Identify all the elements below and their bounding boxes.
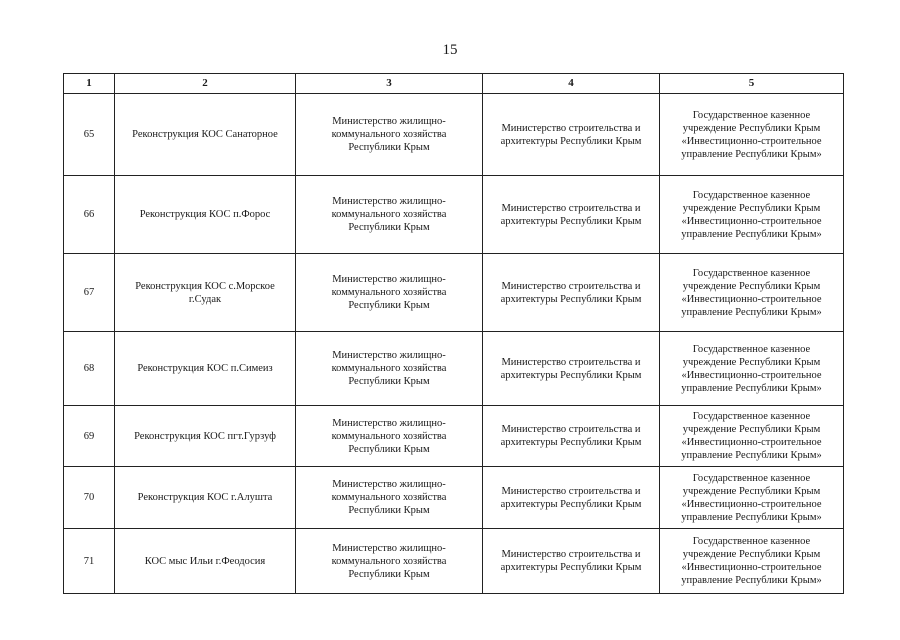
executor-cell: Государственное казенное учреждение Республики Крым «Инвестиционно-строительное управление Республики Крым» [660,467,844,529]
table-row [64,254,844,332]
table-row [64,332,844,406]
row-number: 69 [64,406,115,467]
developer-cell: Министерство строительства и архитектуры Республики Крым [483,176,660,254]
developer-cell: Министерство строительства и архитектуры Республики Крым [483,529,660,594]
developer-cell: Министерство строительства и архитектуры Республики Крым [483,254,660,332]
customer-cell: Министерство жилищно- коммунального хозяйства Республики Крым [296,94,483,176]
column-header-1: 1 [64,74,115,94]
customer-cell: Министерство жилищно- коммунального хозяйства Республики Крым [296,254,483,332]
object-name: Реконструкция КОС пгт.Гурзуф [115,406,296,467]
customer-cell: Министерство жилищно- коммунального хозяйства Республики Крым [296,529,483,594]
row-number: 71 [64,529,115,594]
developer-cell: Министерство строительства и архитектуры Республики Крым [483,94,660,176]
customer-cell: Министерство жилищно- коммунального хозяйства Республики Крым [296,406,483,467]
column-header-5: 5 [660,74,844,94]
row-number: 65 [64,94,115,176]
row-number: 68 [64,332,115,406]
table-row [64,94,844,176]
developer-cell: Министерство строительства и архитектуры Республики Крым [483,406,660,467]
column-header-2: 2 [115,74,296,94]
customer-cell: Министерство жилищно- коммунального хозяйства Республики Крым [296,176,483,254]
developer-cell: Министерство строительства и архитектуры Республики Крым [483,467,660,529]
table-row [64,176,844,254]
executor-cell: Государственное казенное учреждение Республики Крым «Инвестиционно-строительное управление Республики Крым» [660,254,844,332]
column-header-3: 3 [296,74,483,94]
row-number: 70 [64,467,115,529]
executor-cell: Государственное казенное учреждение Республики Крым «Инвестиционно-строительное управление Республики Крым» [660,529,844,594]
row-number: 67 [64,254,115,332]
executor-cell: Государственное казенное учреждение Республики Крым «Инвестиционно-строительное управление Республики Крым» [660,332,844,406]
executor-cell: Государственное казенное учреждение Республики Крым «Инвестиционно-строительное управление Республики Крым» [660,406,844,467]
page-number: 15 [442,42,458,58]
developer-cell: Министерство строительства и архитектуры Республики Крым [483,332,660,406]
object-name: Реконструкция КОС г.Алушта [115,467,296,529]
object-name: Реконструкция КОС с.Морское г.Судак [115,254,296,332]
customer-cell: Министерство жилищно- коммунального хозяйства Республики Крым [296,332,483,406]
table-row [64,529,844,594]
table-row [64,467,844,529]
column-header-4: 4 [483,74,660,94]
object-name: Реконструкция КОС п.Форос [115,176,296,254]
customer-cell: Министерство жилищно- коммунального хозяйства Республики Крым [296,467,483,529]
table-header-row [64,74,844,94]
object-name: КОС мыс Ильи г.Феодосия [115,529,296,594]
executor-cell: Государственное казенное учреждение Республики Крым «Инвестиционно-строительное управление Республики Крым» [660,94,844,176]
executor-cell: Государственное казенное учреждение Республики Крым «Инвестиционно-строительное управление Республики Крым» [660,176,844,254]
document-table [63,73,844,594]
row-number: 66 [64,176,115,254]
object-name: Реконструкция КОС Санаторное [115,94,296,176]
object-name: Реконструкция КОС п.Симеиз [115,332,296,406]
table-row [64,406,844,467]
